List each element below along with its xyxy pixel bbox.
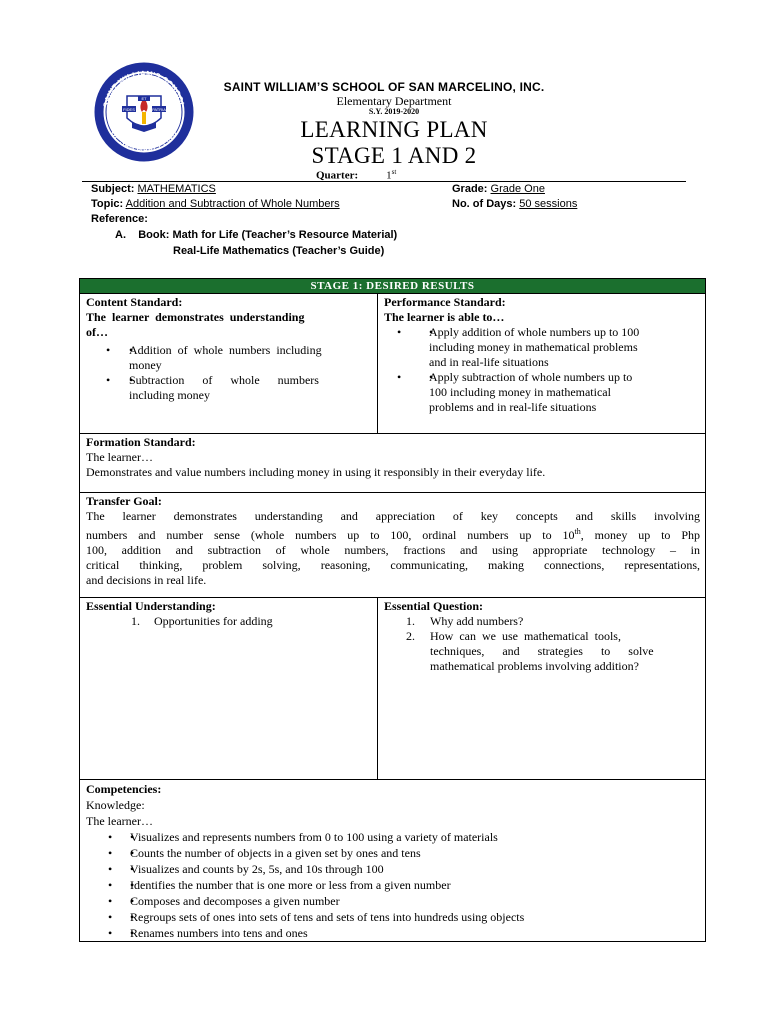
list-item: • • Renames numbers into tens and ones xyxy=(86,925,700,941)
list-item: • • Counts the number of objects in a given set by ones and tens xyxy=(86,845,700,861)
essential-understanding-label: Essential Understanding: xyxy=(86,599,216,613)
grade-value: Grade One xyxy=(490,183,545,195)
svg-text:SAINT WILLIAM'S SCHOOL: SAINT WILLIAM'S SCHOOL xyxy=(101,68,187,109)
list-item: • • Subtraction of whole numbers including money xyxy=(86,373,370,403)
list-item: 2. How can we use mathematical tools, techniques, and strategies to solve mathematical problems involving addition? xyxy=(406,629,654,673)
reference-row xyxy=(91,213,148,225)
transfer-goal-line2: numbers and number sense (whole numbers up to 100, ordinal numbers up to 10th, money up to Php xyxy=(86,527,700,542)
subject-value: MATHEMATICS xyxy=(137,183,216,195)
formation-standard-cell xyxy=(86,435,698,480)
transfer-goal-line4: critical thinking, problem solving, reasoning, communicating, making connections, representations, xyxy=(86,558,700,572)
book-label: Book: xyxy=(138,229,170,241)
competencies-intro: The learner… xyxy=(86,814,153,828)
transfer-goal-line1: The learner demonstrates understanding and appreciation of key concepts and skills involving xyxy=(86,509,700,523)
formation-standard-line2: Demonstrates and value numbers including money in using it responsibly in their everyday life. xyxy=(86,465,546,479)
book-title-1: Math for Life (Teacher’s Resource Material) xyxy=(172,229,398,241)
list-item: • • Regroups sets of ones into sets of tens and sets of tens into hundreds using objects xyxy=(86,909,700,925)
topic-row xyxy=(91,198,340,210)
title-learning-plan: LEARNING PLAN xyxy=(300,117,488,142)
subject-label: Subject: xyxy=(91,183,135,195)
row-divider xyxy=(80,492,705,493)
quarter xyxy=(316,168,396,182)
logo-banner-right: PATRIA xyxy=(152,107,166,112)
days-row xyxy=(452,198,577,210)
competencies-cell xyxy=(86,781,700,941)
performance-standard-label: Performance Standard: xyxy=(384,295,506,309)
quarter-value: 1 xyxy=(386,169,392,182)
logo-ribbon-text: ET xyxy=(141,96,147,101)
performance-standard-intro: The learner is able to… xyxy=(384,310,505,324)
competencies-sub-label: Knowledge: xyxy=(86,798,145,812)
formation-standard-line1: The learner… xyxy=(86,450,153,464)
reference-label: Reference: xyxy=(91,213,148,225)
col-divider xyxy=(377,293,378,433)
col-divider xyxy=(377,597,378,779)
header-rule xyxy=(82,181,686,182)
quarter-suffix: st xyxy=(391,168,397,176)
content-standard-cell xyxy=(86,295,370,403)
school-year: S.Y. 2019-2020 xyxy=(368,107,420,116)
list-item: • • Identifies the number that is one more or less from a given number xyxy=(86,877,700,893)
title-stage: STAGE 1 AND 2 xyxy=(311,143,477,168)
essential-question-label: Essential Question: xyxy=(384,599,484,613)
days-label: No. of Days: xyxy=(452,198,517,210)
quarter-label: Quarter: xyxy=(316,169,359,182)
competencies-list xyxy=(86,829,700,941)
logo-banner-left: FIDES xyxy=(123,107,135,112)
transfer-goal-line3: 100, addition and subtraction of whole numbers, fractions and using appropriate technology – in xyxy=(86,543,700,557)
content-standard-label: Content Standard: xyxy=(86,295,183,309)
list-item: • • Visualizes and counts by 2s, 5s, and 10s through 100 xyxy=(86,861,700,877)
book-row xyxy=(115,229,397,241)
list-item: 1. Why add numbers? xyxy=(406,614,524,628)
list-item: • • Apply addition of whole numbers up to 100 including money in mathematical problems and in real-life situations xyxy=(384,325,702,370)
topic-label: Topic: xyxy=(91,198,124,210)
book-marker: A. xyxy=(115,229,126,241)
stage1-heading: STAGE 1: DESIRED RESULTS xyxy=(80,279,705,293)
competencies-label: Competencies: xyxy=(86,782,162,796)
row-divider xyxy=(80,293,705,294)
transfer-goal-line5: and decisions in real life. xyxy=(86,573,207,587)
content-standard-intro-2: of… xyxy=(86,325,108,339)
row-divider xyxy=(80,779,705,780)
content-standard-intro-1: The learner demonstrates understanding xyxy=(86,310,305,324)
svg-text:OF SAN MARCELINO: OF SAN MARCELINO xyxy=(109,128,179,155)
essential-understanding-cell xyxy=(86,599,370,629)
transfer-goal-cell xyxy=(86,494,700,588)
list-item: • • Visualizes and represents numbers from 0 to 100 using a variety of materials xyxy=(86,829,700,845)
row-divider xyxy=(80,433,705,434)
school-name: SAINT WILLIAM’S SCHOOL OF SAN MARCELINO, INC. xyxy=(223,80,545,94)
essential-question-cell xyxy=(384,599,700,674)
transfer-goal-label: Transfer Goal: xyxy=(86,494,162,508)
list-item: 1. Opportunities for adding xyxy=(131,614,273,628)
book-title-2: Real-Life Mathematics (Teacher’s Guide) xyxy=(173,245,385,257)
department: Elementary Department xyxy=(336,94,452,108)
grade-label: Grade: xyxy=(452,183,488,195)
formation-standard-label: Formation Standard: xyxy=(86,435,196,449)
list-item: • • Addition of whole numbers including money xyxy=(86,343,370,373)
stage1-table xyxy=(79,278,706,942)
performance-standard-cell xyxy=(384,295,702,415)
subject-row xyxy=(91,183,216,195)
topic-value: Addition and Subtraction of Whole Numbers xyxy=(125,198,340,210)
list-item: • • Composes and decomposes a given number xyxy=(86,893,700,909)
grade-row xyxy=(452,183,545,195)
days-value: 50 sessions xyxy=(519,198,578,210)
row-divider xyxy=(80,597,705,598)
list-item: • • Apply subtraction of whole numbers up to 100 including money in mathematical problems and in real-life situations xyxy=(384,370,702,415)
